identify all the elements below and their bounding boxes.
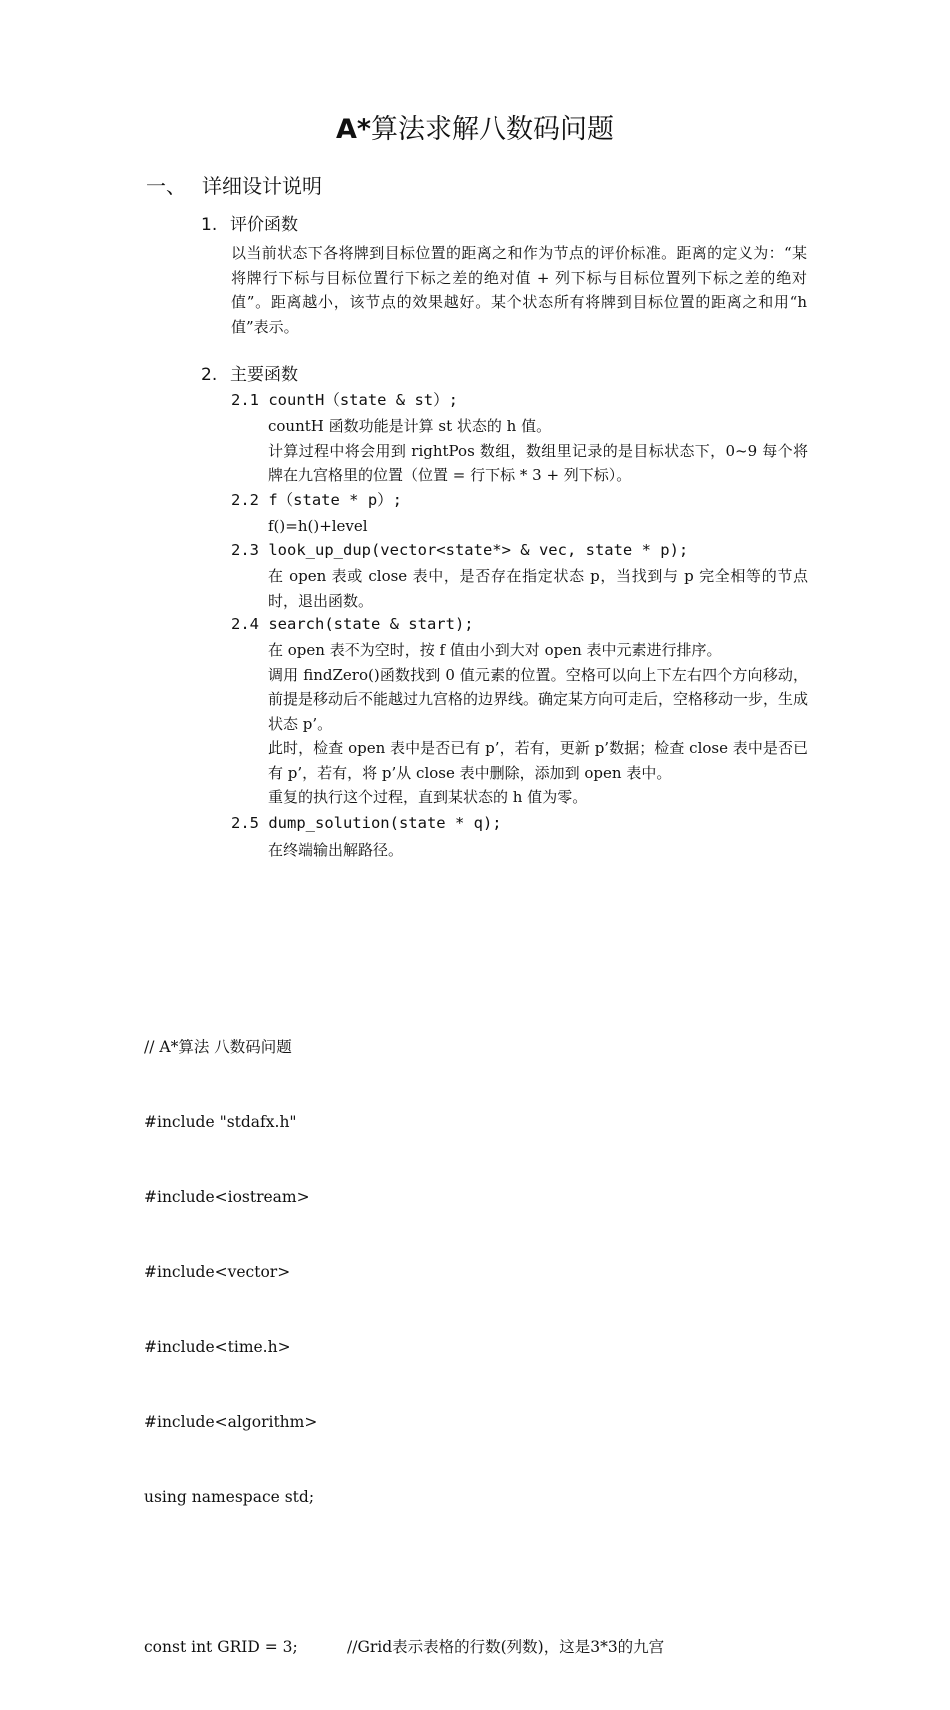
subsection-number: 1. [201,215,218,235]
code-line: #include "stdafx.h" [144,1113,297,1131]
desc-line: 在 open 表或 close 表中，是否存在指定状态 p，当找到与 p 完全相等的节点时，退出函数。 [268,567,808,610]
paragraph-text: 以当前状态下各将牌到目标位置的距离之和作为节点的评价标准。距离的定义为：“某将牌行下标与目标位置行下标之差的绝对值 + 列下标与目标位置列下标之差的绝对值”。距离越小，该节点的效果越好。某个状态所有将牌到目标位置的距离之和用“h 值”表示。 [231,244,807,336]
subsection-heading-evaluation [201,213,298,237]
desc-line: 调用 findZero()函数找到 0 值元素的位置。空格可以向上下左右四个方向移动，前提是移动后不能越过九宫格的边界线。确定某方向可走后，空格移动一步，生成状态 p’。 [268,665,809,733]
function-heading-look-up-dup: 2.3 look_up_dup(vector<state*> & vec, state * p); [231,541,689,559]
code-line: #include<iostream> [144,1188,310,1206]
code-line: #include<vector> [144,1263,291,1281]
function-heading-counth: 2.1 countH（state & st）; [231,391,458,409]
desc-line: f()=h()+level [268,517,368,535]
subsection-title: 评价函数 [230,215,298,235]
function-heading-dump-solution: 2.5 dump_solution(state * q); [231,814,502,832]
subsection-heading-functions [201,363,298,387]
function-heading-search: 2.4 search(state & start); [231,615,474,633]
code-line: const int GRID = 3; //Grid表示表格的行数(列数)，这是3*3的九宫 [144,1638,665,1656]
function-desc-search [268,638,808,810]
desc-line: 在 open 表不为空时，按 f 值由小到大对 open 表中元素进行排序。 [268,641,722,659]
desc-line: 此时，检查 open 表中是否已有 p’，若有，更新 p’数据；检查 close 表中是否已有 p’，若有，将 p’从 close 表中删除，添加到 open 表中。 [268,739,808,782]
function-desc-look-up-dup [268,564,808,613]
desc-line: countH 函数功能是计算 st 状态的 h 值。 [268,417,552,435]
section-number: 一、 [146,174,186,198]
subsection-title: 主要函数 [230,365,298,385]
document-title [0,112,950,148]
code-line [144,1560,664,1585]
function-desc-dump-solution [268,838,808,863]
title-text: 算法求解八数码问题 [371,114,614,145]
code-line: #include<time.h> [144,1338,291,1356]
code-line: using namespace std; [144,1488,315,1506]
code-line: #include<algorithm> [144,1413,318,1431]
desc-line: 重复的执行这个过程，直到某状态的 h 值为零。 [268,788,588,806]
section-title: 详细设计说明 [202,174,322,198]
function-desc-counth [268,414,808,488]
desc-line: 计算过程中将会用到 rightPos 数组，数组里记录的是目标状态下，0~9 每个将牌在九宫格里的位置（位置 = 行下标 * 3 + 列下标）。 [268,441,808,484]
evaluation-paragraph [231,241,807,339]
code-line: // A*算法 八数码问题 [144,1038,292,1056]
code-listing [144,985,664,1710]
desc-line: 在终端输出解路径。 [268,841,404,859]
title-prefix: A* [335,114,371,145]
section-heading [146,172,322,200]
subsection-number: 2. [201,365,218,385]
function-heading-f: 2.2 f（state * p）; [231,491,402,509]
function-desc-f [268,514,808,539]
